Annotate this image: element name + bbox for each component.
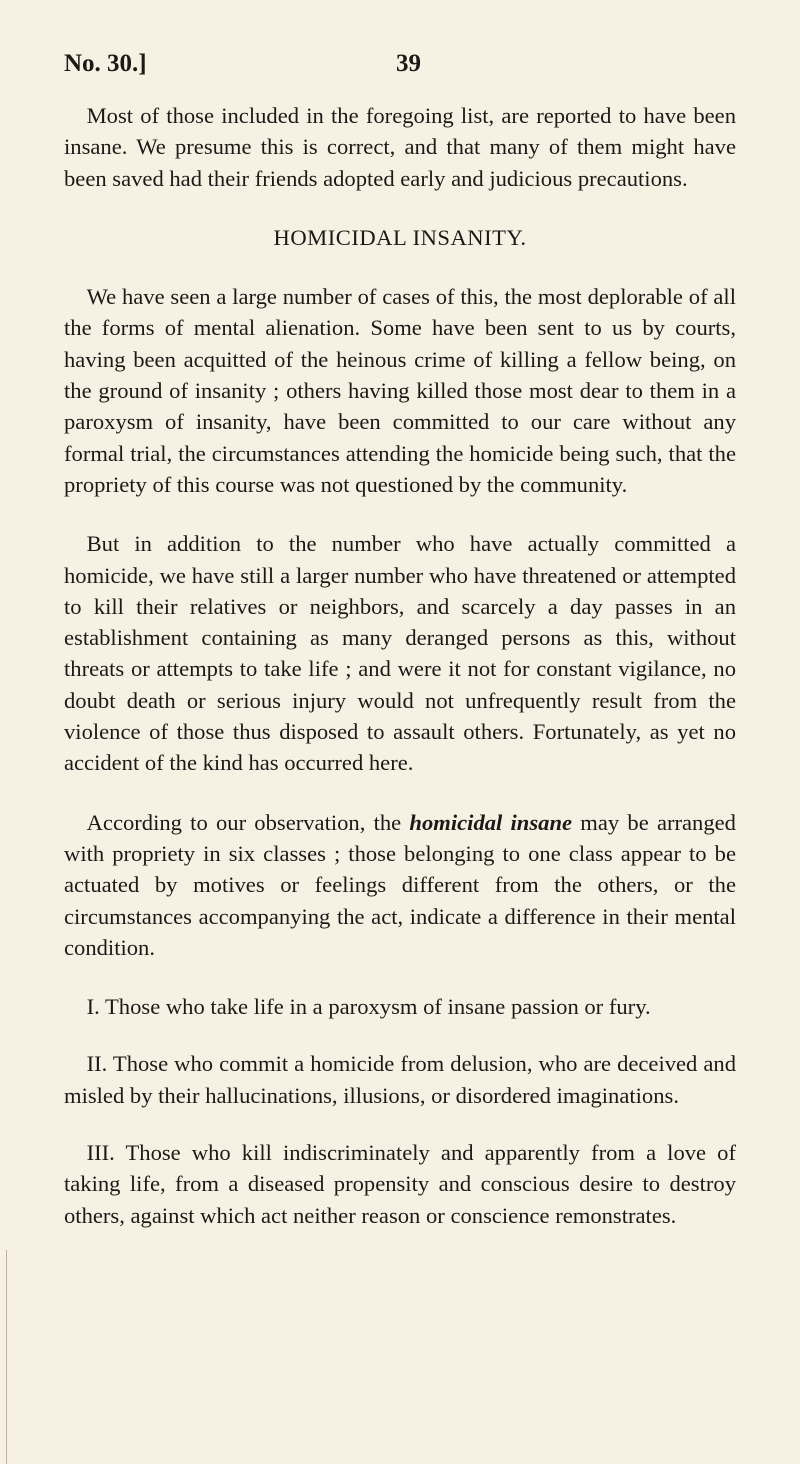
paragraph-4-start: According to our observation, the [86, 809, 410, 835]
class-item-3: III. Those who kill indiscriminately and apparently from a love of taking life, from a diseased propensity and conscious desire to destroy others, against which act neither reason or conscience remonstrates. [64, 1140, 736, 1228]
class-item-2: II. Those who commit a homicide from delusion, who are deceived and misled by their hallucinations, illusions, or disordered imaginations. [64, 1051, 736, 1108]
class-item-1: I. Those who take life in a paroxysm of insane passion or fury. [86, 994, 651, 1020]
paragraph-4-end: may be arranged with propriety in six classes ; those belonging to one class appear to be actuated by motives or feelings different from the others, or the circumstances accompanying the act, indicate a difference in their mental condition. [64, 809, 736, 960]
paragraph-1: Most of those included in the foregoing list, are reported to have been insane. We presume this is correct, and that many of them might have been saved had their friends adopted early and judicious precautions. [64, 103, 736, 191]
page-header [64, 50, 736, 90]
paragraph-2: We have seen a large number of cases of this, the most deplorable of all the forms of mental alienation. Some have been sent to us by courts, having been acquitted of the heinous crime of killing a fellow being, on the ground of insanity ; others having killed those most dear to them in a paroxysm of insanity, have been committed to our care without any formal trial, the circumstances attending the homicide being such, that the propriety of this course was not questioned by the community. [64, 284, 736, 497]
page-number: 39 [396, 50, 421, 77]
section-heading: HOMICIDAL INSANITY. [273, 224, 527, 250]
document-number: No. 30.] [64, 50, 147, 77]
paragraph-4 [64, 807, 736, 963]
body-text [64, 100, 736, 1259]
paragraph-4-emphasis: homicidal insane [409, 809, 573, 835]
paragraph-3: But in addition to the number who have actually committed a homicide, we have still a larger number who have threatened or attempted to kill their relatives or neighbors, and scarcely a day passes in an establishment containing as many deranged persons as this, without threats or attempts to take life ; and were it not for constant vigilance, no doubt death or serious injury would not unfrequently result from the violence of those thus disposed to assault others. Fortunately, as yet no accident of the kind has occurred here. [64, 531, 736, 776]
page-edge-line [6, 1250, 7, 1464]
